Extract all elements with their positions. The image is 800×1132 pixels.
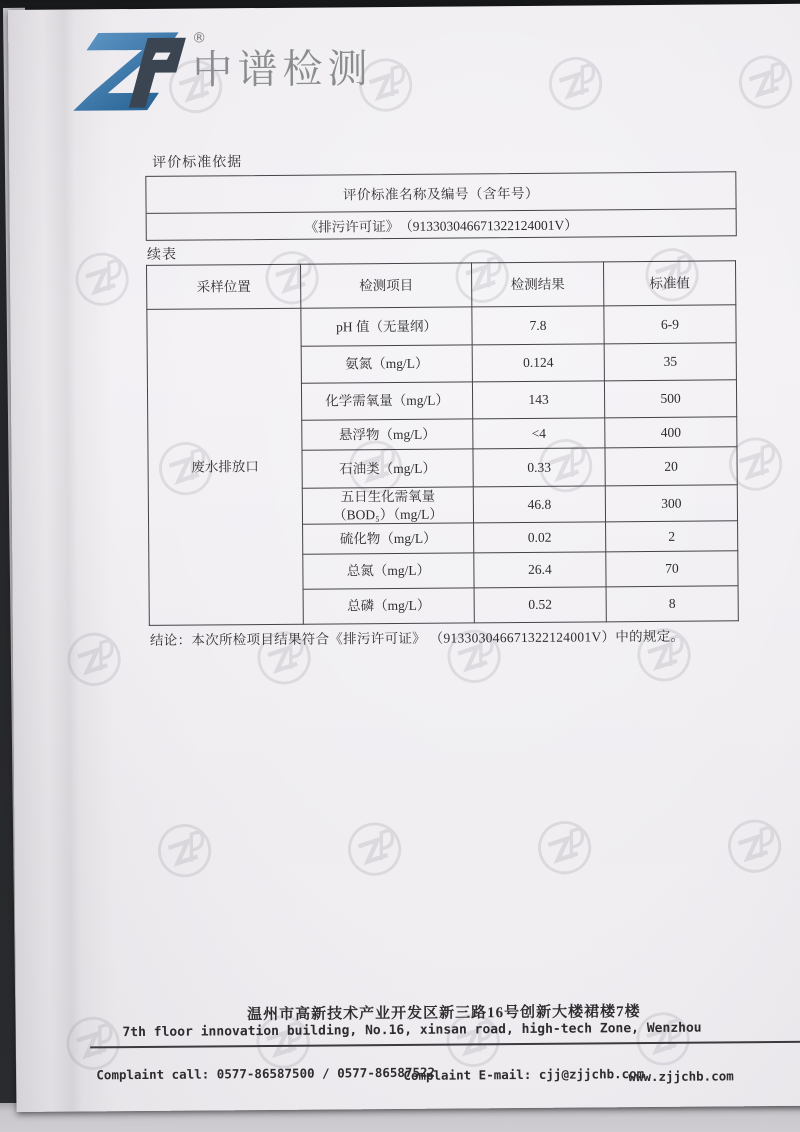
sampling-location-cell: 废水排放口 xyxy=(147,308,303,625)
zp-watermark-icon xyxy=(718,809,791,882)
item-cell: 总磷（mg/L） xyxy=(303,588,474,624)
item-cell: pH 值（无量纲） xyxy=(301,307,472,346)
col-header-test-item: 检测项目 xyxy=(301,263,472,308)
table-row xyxy=(147,305,736,348)
zp-logo-icon xyxy=(70,29,191,114)
item-cell: 悬浮物（mg/L） xyxy=(302,419,473,450)
standards-section-label: 评价标准依据 xyxy=(152,155,243,171)
item-cell: 氨氮（mg/L） xyxy=(301,345,472,383)
result-cell: 7.8 xyxy=(472,306,604,345)
result-cell: <4 xyxy=(473,418,605,449)
standard-cell: 500 xyxy=(604,380,736,418)
website-text: www.zjjchb.com xyxy=(628,1068,734,1085)
result-cell: 0.124 xyxy=(472,344,604,382)
standards-table-header: 评价标准名称及编号（含年号） xyxy=(146,172,735,214)
zp-watermark-icon xyxy=(338,812,411,885)
standards-table xyxy=(145,171,736,241)
standard-cell: 8 xyxy=(606,586,738,622)
standard-cell: 2 xyxy=(606,521,738,552)
result-cell: 0.02 xyxy=(474,522,606,553)
report-page xyxy=(8,4,800,1112)
continued-table-label: 续表 xyxy=(146,247,177,263)
col-header-standard-value: 标准值 xyxy=(603,261,735,306)
complaint-email-text: Complaint E-mail: cjj@zjjchb.com xyxy=(403,1066,645,1083)
item-line-1: 五日生化需氧量 xyxy=(340,488,436,505)
results-table xyxy=(146,260,739,626)
result-cell: 26.4 xyxy=(474,552,606,588)
standard-cell: 400 xyxy=(605,417,737,448)
footer-contact-row xyxy=(16,1062,800,1088)
result-cell: 0.52 xyxy=(474,587,606,623)
item-cell xyxy=(302,487,473,524)
footer-divider xyxy=(90,1041,800,1049)
item-cell: 化学需氧量（mg/L） xyxy=(301,382,472,420)
col-header-sampling-location: 采样位置 xyxy=(147,264,301,309)
standard-cell: 6-9 xyxy=(604,305,736,344)
zp-watermark-icon xyxy=(57,623,130,696)
item-cell: 总氮（mg/L） xyxy=(303,553,474,589)
registered-trademark-symbol: ® xyxy=(192,30,207,47)
result-cell: 0.33 xyxy=(473,448,605,487)
brand-name: 中谱检测 xyxy=(192,46,373,94)
standard-cell: 20 xyxy=(605,447,737,486)
zp-watermark-icon xyxy=(729,45,800,118)
results-table-header-row xyxy=(147,261,736,310)
standard-cell: 300 xyxy=(605,485,737,522)
result-cell: 143 xyxy=(472,381,604,419)
standards-table-value: 《排污许可证》 （913303046671322124001V） xyxy=(304,217,578,235)
zp-watermark-icon xyxy=(539,47,612,120)
complaint-call-text: Complaint call: 0577-86587500 / 0577-86587522 xyxy=(96,1064,436,1083)
zp-watermark-icon xyxy=(528,811,601,884)
item-line-2: （BOD₅）（mg/L） xyxy=(333,506,443,523)
col-header-test-result: 检测结果 xyxy=(472,262,604,307)
footer-address-en: 7th floor innovation building, No.16, xinsan road, high-tech Zone, Wenzhou xyxy=(122,1020,702,1041)
standard-cell: 35 xyxy=(604,343,736,381)
footer-address-cn: 温州市高新技术产业开发区新三路16号创新大楼裙楼7楼 xyxy=(247,1004,641,1024)
result-cell: 46.8 xyxy=(473,486,605,523)
zp-watermark-icon xyxy=(148,814,221,887)
conclusion-text: 结论：本次所检项目结果符合《排污许可证》 （913303046671322124001V）中的规定。 xyxy=(149,628,685,648)
item-cell: 硫化物（mg/L） xyxy=(303,523,474,554)
item-cell: 石油类（mg/L） xyxy=(302,449,473,488)
zp-watermark-icon xyxy=(65,243,138,316)
standard-cell: 70 xyxy=(606,551,738,587)
